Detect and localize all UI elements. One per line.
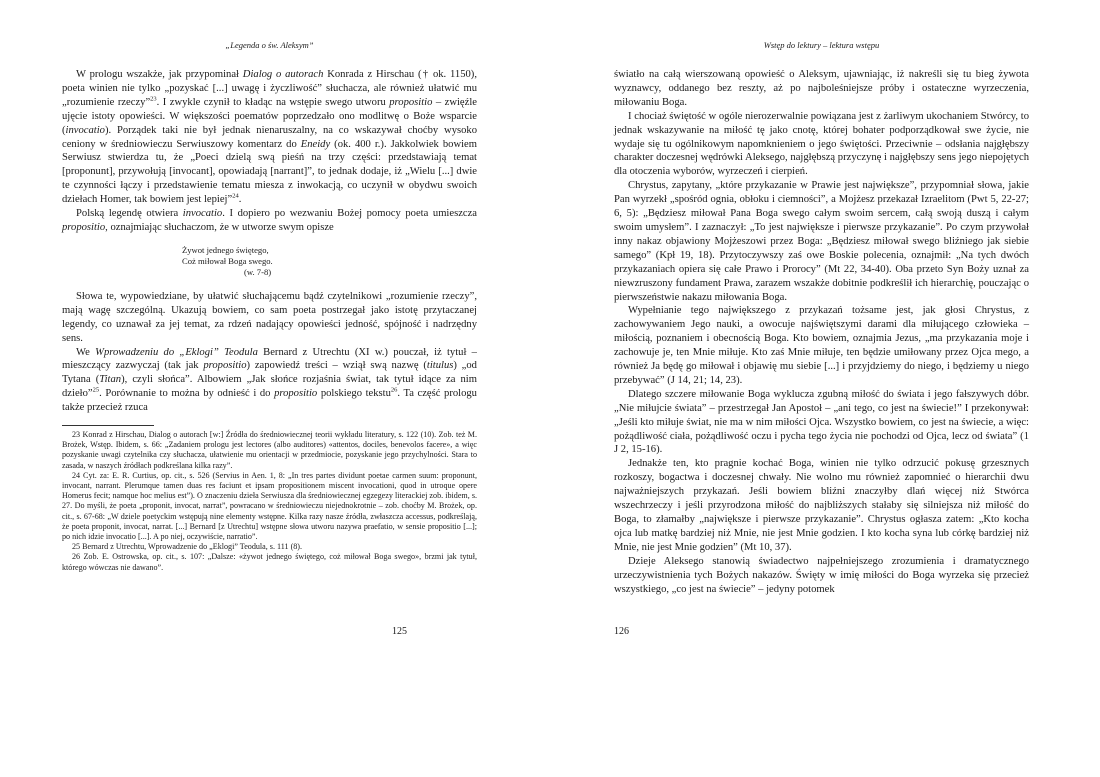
page-number-left: 125 <box>392 626 407 637</box>
running-head-right: Wstęp do lektury – lektura wstępu <box>763 40 880 50</box>
paragraph: Słowa te, wypowiedziane, by ułatwić słuchającemu bądź czytelnikowi „rozumienie rzeczy”, mają wagę szczególną. Ukazują bowiem, co sam poeta postrzegał jako istotę przytaczanej legendy, co uznawał za jej temat, za rdzeń nadający opowieści jedność, spójność i nadrzędny sens. <box>62 290 477 344</box>
paragraph: W prologu wszakże, jak przypominał Dialog o autorach Konrada z Hirschau († ok. 1150), poeta winien nie tylko „pozyskać [...] uwagę i życzliwość” słuchacza, ale również ułatwić mu „rozumienie rzeczy”$^{23}$. I zwykle czynił to kładąc na wstępie swego utworu propositio – zwięźle ujęcie istoty opowieści. W większości poematów poprzedzało ono modlitwę o Boże wsparcie (invocatio). Porządek taki nie był jednak nienaruszalny, na co wskazywał choćby wysoko ceniony w średniowieczu Serwiuszowy komentarz do Eneidy (ok. 400 r.). Jakkolwiek bowiem Serwiusz stwierdza tu, że „Poeci dzielą swą pieśń na trzy części: przedstawiają temat [proponunt], przywołują [invocant], opowiadają [narrant]”, to jednak dodaje, iż „Wielu [...] dwie te czynności łączy i przedstawienie tematu miesza z inwokacją, co uczynił w obydwu swoich dziełach Homer, tak bowiem jest lepiej”$^{24}$. <box>62 69 477 206</box>
footnote-ref-23[interactable]: 23 <box>150 95 157 103</box>
footnote-23: 23 Konrad z Hirschau, Dialog o autorach [w:] Źródła do średniowiecznej teorii wykładu literatury, s. 122 (10). Zob. też M. Brożek, Wstęp. Ibidem, s. 66: „Zadaniem prologu jest lectores (albo auditores) «attentos, dociles, benevolos facere», a więc pozyskanie uwagi czytelnika czy słuchacza, ułatwienie mu orientacji w przedmiocie, pozyskanie jego przychylności. Stara to zasada, w naszych źródłach podkreślana kilka razy”. <box>62 430 477 470</box>
page-number-right: 126 <box>614 626 629 637</box>
verse-line: Coż miłował Boga swego. <box>182 255 273 266</box>
footnote-divider <box>62 425 154 426</box>
paragraph: Dzieje Aleksego stanowią świadectwo najpełniejszego zrozumienia i dramatycznego urzeczywistnienia tych Bożych nakazów. Święty w imię miłości do Boga wyrzeka się przecież wszystkiego, „co jest na świecie” – jedyny potomek <box>614 555 1029 595</box>
paragraph: We Wprowadzeniu do „Eklogi” Teodula Bernard z Utrechtu (XI w.) pouczał, iż tytuł – mieszczący zazwyczaj (tak jak propositio) zapowiedź treści – wziął swą nazwę (titulus) „od Tytana (Titan), czyli słońca”. Albowiem „Jak słońce rozjaśnia świat, tak tytuł idące za nim dzieło”$^{25}$. Porównanie to można by odnieść i do propositio polskiego tekstu$^{26}$. Ta część prologu także przecież rzuca <box>62 346 477 414</box>
paragraph: Polską legendę otwiera invocatio. I dopiero po wezwaniu Bożej pomocy poeta umieszcza propositio, oznajmiając słuchaczom, że w utworze swym opisze <box>62 208 478 233</box>
running-head-left: „Legenda o św. Aleksym” <box>225 40 314 50</box>
footnote-ref-26[interactable]: 26 <box>390 386 398 394</box>
footnote-25: 25 Bernard z Utrechtu, Wprowadzenie do „Eklogi” Teodula, s. 111 (8). <box>72 542 303 552</box>
paragraph: Chrystus, zapytany, „które przykazanie w Prawie jest największe”, przypomniał słowa, jakie Pan wyrzekł „spośród ognia, obłoku i ciemności”, a Mojżesz przekazał Izraelitom (Pwt 5, 22-27; 6, 5): „Będziesz miłował Pana Boga swego całym swoim sercem, całą swoją duszą i całym swoim umysłem”. I zaznaczył: „To jest największe i pierwsze przykazanie”. Po czym przywołał inny nakaz objawiony Mojżeszowi przez Boga: „Będziesz miłował swego bliźniego jak siebie samego” (Kpł 19, 18). Przytoczywszy zaś owe Boskie polecenia, oznajmił: „Na tych dwóch przykazaniach opiera się całe Prawo i Prorocy” (Mt 22, 34-40). Oba przeto Syn Boży uznał za niewzruszony fundament Prawa, zarazem wszakże dobitnie podkreślił ich hierarchię, pouczając o pierwszeństwie nakazu miłowania Boga. <box>614 180 1029 303</box>
footnote-26: 26 Zob. E. Ostrowska, op. cit., s. 107: „Dalsze: «żywot jednego świętego, coż miłował Boga swego», brzmi jak tytuł, którego wówczas nie dawano”. <box>62 552 477 572</box>
paragraph: Jednakże ten, kto pragnie kochać Boga, winien nie tylko odrzucić pokusę grzesznych rozkoszy, bogactwa i doczesnej chwały. Nie wolno mu również zapomnieć o hierarchii dwu najważniejszych przykazań. Jeśli bowiem bliźni znaczyłby dlań więcej niż Stwórca wszechrzeczy i jeśli przyrodzona miłość do najbliższych stałaby się silniejsza niż miłość do Boga, to złamałby „największe i pierwsze przykazanie”. Chrystus ogłasza zatem: „Kto kocha ojca lub matkę bardziej niż Mnie, nie jest Mnie godzien. I kto kocha syna lub córkę bardziej niż Mnie, nie jest Mnie godzien” (Mt 10, 37). <box>614 458 1029 553</box>
verse-reference: (w. 7-8) <box>244 266 272 277</box>
left-body-text <box>62 68 477 573</box>
paragraph: światło na całą wierszowaną opowieść o Aleksym, ujawniając, iż nakreśli się tu bieg żywota wyznawcy, oddanego bez reszty, aż po najboleśniejsze próby i ostateczne wyrzeczenia, miłowaniu Boga. <box>614 69 1029 108</box>
footnotes <box>62 430 477 573</box>
right-page <box>614 0 1029 777</box>
verse-quote <box>182 245 477 278</box>
paragraph: Dlatego szczere miłowanie Boga wyklucza zgubną miłość do świata i jego fałszywych dóbr. „Nie miłujcie świata” – przestrzegał Jan Apostoł – „ani tego, co jest na świecie!” I przekonywał: „Jeśli kto miłuje świat, nie ma w nim miłości Ojca. Wszystko bowiem, co jest na świecie, a więc: pożądliwość ciała, pożądliwość oczu i pycha tego życia nie pochodzi od Ojca, lecz od świata” (1 J 2, 15-16). <box>614 388 1029 456</box>
right-body-text <box>614 68 1029 596</box>
left-page <box>62 0 477 777</box>
verse-line: Żywot jednego świętego, <box>182 244 269 255</box>
footnote-ref-24[interactable]: 24 <box>232 192 239 200</box>
footnote-24: 24 Cyt. za: E. R. Curtius, op. cit., s. 526 (Servius in Aen. 1, 8: „In tres partes dividunt poetae carmen suum: proponunt, invocant, narrant. Plerumque tamen duas res faciunt et ipsam propositionem miscent invocationi, quod in utroque opere Homerus fecit; namque hoc melius est”). O znaczeniu dzieła Serwiusza dla średniowiecznej egzegezy literackiej zob. ibidem, s. 27. Do myśli, że poeta „proponit, invocat, narrat”, powracano w średniowieczu niejednokrotnie – zob. choćby M. Brożek, op. cit., s. 67-68: „W dziele poetyckim wstępują nine elementy wstępne. Kilka razy nasze źródła, zwłaszcza accessus, podkreślają, że poeta proponit, invocat, narrat. [...] Bernard [z Utrechtu] wstępne słowa utworu nazywa praefatio, w sensie propositio [...]; po nich idzie invocatio [...]. A po niej, oczywiście, narratio”. <box>62 470 477 542</box>
footnote-ref-25[interactable]: 25 <box>92 386 100 394</box>
paragraph: I chociaż świętość w ogóle nierozerwalnie powiązana jest z żarliwym ukochaniem Stwórcy, to jednak wskazywanie na miłość tę jako cnotę, której bohater podporządkował swe życie, nie wydaje się tu ogólnikowym napomknieniem o jego świętości. Przeciwnie – odsłania najgłębszy charakter doczesnej wędrówki Aleksego, najgłębszą przyczynę i najgłębszy sens jego niepojętych dla otoczenia wyborów, wyrzeczeń i cierpień. <box>614 110 1029 178</box>
paragraph: Wypełnianie tego największego z przykazań tożsame jest, jak głosi Chrystus, z zachowywaniem Jego nauki, a owocuje najświętszymi darami dla miłującego człowieka – miłością, poznaniem i obecnością Boga. Kto bowiem, oznajmia Jezus, „ma przykazania moje i zachowuje je, ten Mnie miłuje. Kto zaś Mnie miłuje, ten będzie umiłowany przez Ojca mego, a również Ja będę go miłował i objawię mu siebie [...] i przyjdziemy do niego, i będziemy u niego przebywać” (J 14, 21; 14, 23). <box>614 305 1029 386</box>
